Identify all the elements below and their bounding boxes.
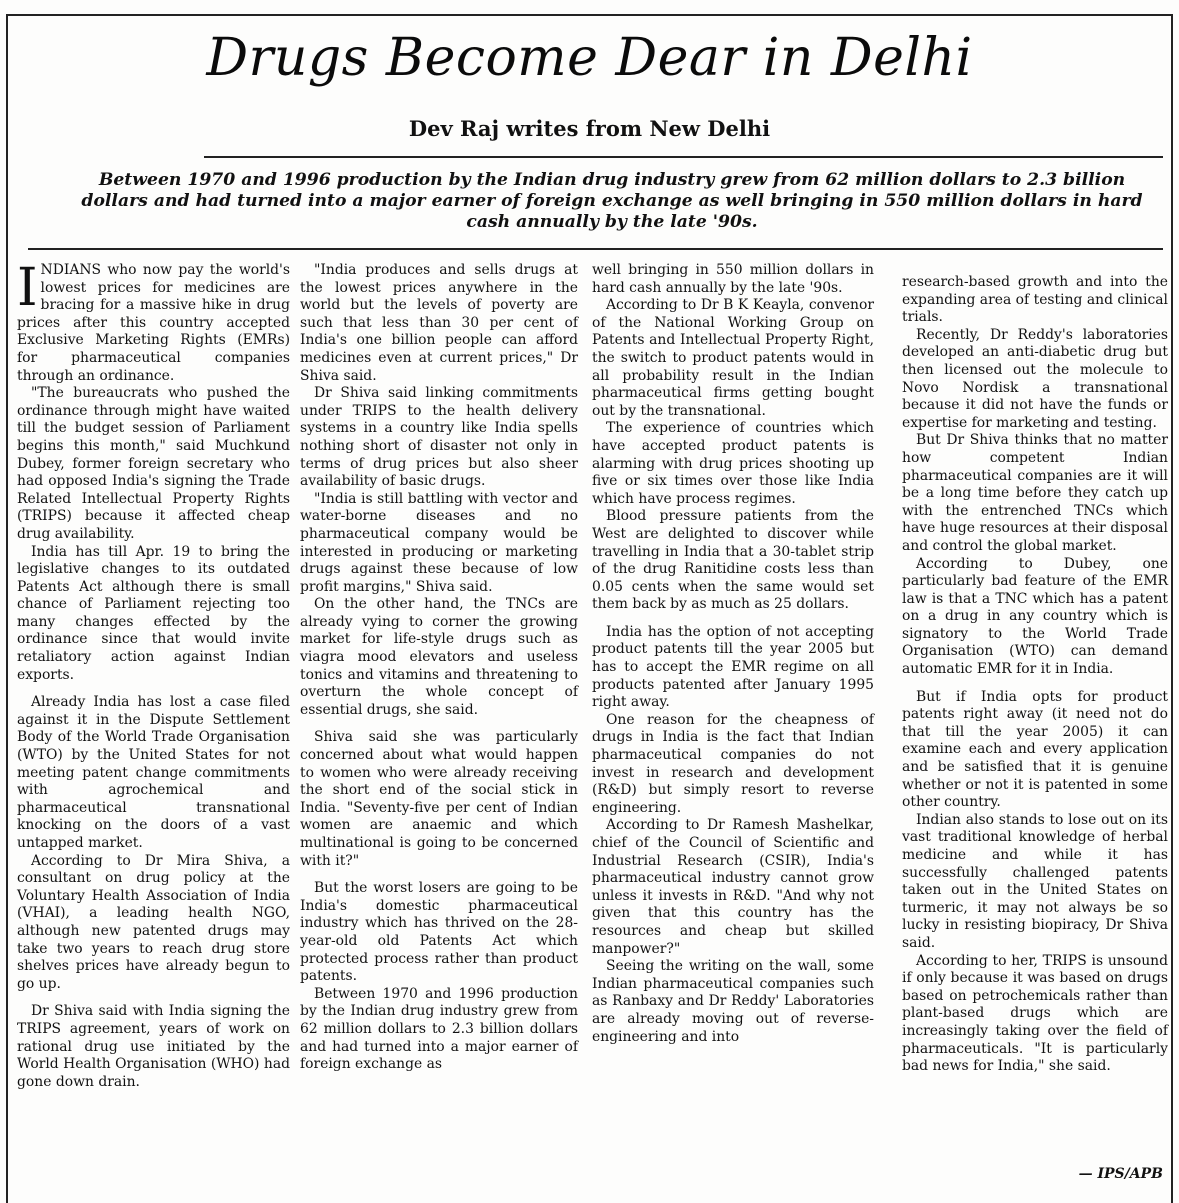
paragraph: Indian also stands to lose out on its vast traditional knowledge of herbal medicine and while it has successfully challenged patents taken out in the United States on turmeric, it may not always be so lucky in resisting biopiracy, Dr Shiva said. <box>902 811 1168 951</box>
paragraph: According to Dr Ramesh Mashelkar, chief of the Council of Scientific and Industrial Research (CSIR), India's pharmaceutical industry cannot grow unless it invests in R&D. "And why not given that this country has the resources and cheap but skilled manpower?" <box>592 817 874 957</box>
paragraph: According to Dr B K Keayla, convenor of the National Working Group on Patents and Intellectual Property Right, the switch to product patents would in all probability result in the Indian pharmaceutical firms getting bought out by the transnational. <box>592 297 874 419</box>
frame-left-rule <box>6 14 8 1203</box>
paragraph: But the worst losers are going to be India's domestic pharmaceutical industry which has thrived on the 28-year-old old Patents Act which protected process rather than product patents. <box>300 880 578 985</box>
paragraph: India has till Apr. 19 to bring the legislative changes to its outdated Patents Act although there is small chance of Parliament rejecting too many changes effected by the ordinance since that would invite retaliatory action against Indian exports. <box>17 543 290 683</box>
article-column-4 <box>902 274 1168 1076</box>
drop-cap: I <box>17 258 38 318</box>
paragraph: "The bureaucrats who pushed the ordinance through might have waited till the budget session of Parliament begins this month," said Muchkund Dubey, former foreign secretary who had opposed India's signing the Trade Related Intellectual Property Rights (TRIPS) because it affected cheap drug availability. <box>17 385 290 542</box>
paragraph-text: NDIANS who now pay the world's lowest prices for medicines are bracing for a massive hike in drug prices after this country accepted Exclusive Marketing Rights (EMRs) for pharmaceutical companies through an ordinance. <box>17 262 290 384</box>
paragraph: But Dr Shiva thinks that no matter how competent Indian pharmaceutical companies are it will be a long time before they catch up with the entrenched TNCs which have huge resources at their disposal and control the global market. <box>902 432 1168 554</box>
frame-top-rule <box>6 14 1173 16</box>
byline: Dev Raj writes from New Delhi <box>408 116 771 141</box>
paragraph: Seeing the writing on the wall, some Indian pharmaceutical companies such as Ranbaxy and Dr Reddy' Laboratories are already moving out of reverse-engineering and into <box>592 958 874 1045</box>
paragraph: Shiva said she was particularly concerned about what would happen to women who were already receiving the short end of the social stick in India. "Seventy-five per cent of Indian women are anaemic and which multinational is going to be concerned with it?" <box>300 729 578 869</box>
paragraph: One reason for the cheapness of drugs in India is the fact that Indian pharmaceutical companies do not invest in research and development (R&D) but simply resort to reverse engineering. <box>592 711 874 816</box>
article-column-1 <box>17 258 290 1091</box>
paragraph: well bringing in 550 million dollars in hard cash annually by the late '90s. <box>592 262 874 296</box>
paragraph: But if India opts for product patents right away (it need not do that till the year 2005) it can examine each and every application and be satisfied that it is genuine whether or not it is patented in some other country. <box>902 688 1168 811</box>
paragraph: According to her, TRIPS is unsound if only because it was based on drugs based on petrochemicals rather than plant-based drugs which are increasingly taking over the field of pharmaceuticals. "It is particularly bad news for India," she said. <box>902 952 1168 1075</box>
paragraph: Blood pressure patients from the West are delighted to discover while travelling in India that a 30-tablet strip of the drug Ranitidine costs less than 0.05 cents when the same would set them back by as much as 25 dollars. <box>592 508 874 613</box>
paragraph: India has the option of not accepting product patents till the year 2005 but has to accept the EMR regime on all products patented after January 1995 right away. <box>592 623 874 711</box>
paragraph: Already India has lost a case filed against it in the Dispute Settlement Body of the World Trade Organisation (WTO) by the United States for not meeting patent change commitments with agrochemical and pharmaceutical transnational knocking on the doors of a vast untapped market. <box>17 694 290 851</box>
frame-right-rule <box>1171 14 1173 1203</box>
paragraph: research-based growth and into the expanding area of testing and clinical trials. <box>902 274 1168 326</box>
standfirst-top-rule <box>204 156 1163 158</box>
paragraph: "India produces and sells drugs at the lowest prices anywhere in the world but the levels of poverty are such that less than 30 per cent of India's one billion people can afford medicines even at current prices," Dr Shiva said. <box>300 262 578 384</box>
paragraph: According to Dr Mira Shiva, a consultant on drug policy at the Voluntary Health Association of India (VHAI), a leading health NGO, although new patented drugs may take two years to reach drug store shelves prices have already begun to go up. <box>17 852 290 992</box>
paragraph: Recently, Dr Reddy's laboratories developed an anti-diabetic drug but then licensed out the molecule to Novo Nordisk a transnational because it did not have the funds or expertise for marketing and testing. <box>902 326 1168 431</box>
wire-credit: — IPS/APB <box>1078 1166 1163 1182</box>
paragraph: Dr Shiva said with India signing the TRIPS agreement, years of work on rational drug use initiated by the World Health Organisation (WHO) had gone down drain. <box>17 1003 290 1090</box>
paragraph: "India is still battling with vector and water-borne diseases and no pharmaceutical company would be interested in producing or marketing drugs against these because of low profit margins," Shiva said. <box>300 490 578 595</box>
paragraph: On the other hand, the TNCs are already vying to corner the growing market for life-style drugs such as viagra mood elevators and useless tonics and vitamins and threatening to overturn the whole concept of essential drugs, she said. <box>300 596 578 718</box>
paragraph: Dr Shiva said linking commitments under TRIPS to the health delivery systems in a country like India spells nothing short of disaster not only in terms of drug prices but also sheer availability of basic drugs. <box>300 385 578 490</box>
standfirst-bottom-rule <box>28 248 1163 250</box>
paragraph: Between 1970 and 1996 production by the Indian drug industry grew from 62 million dollars to 2.3 billion dollars and had turned into a major earner of foreign exchange as <box>300 985 578 1073</box>
paragraph: The experience of countries which have accepted product patents is alarming with drug prices shooting up five or six times over those like India which have process regimes. <box>592 420 874 507</box>
standfirst: Between 1970 and 1996 production by the Indian drug industry grew from 62 million dollars to 2.3 billion dollars and had turned into a major earner of foreign exchange as well bringing in 550 million dollars in hard cash annually by the late '90s. <box>81 170 1143 232</box>
article-column-3 <box>592 262 874 1046</box>
article-column-2 <box>300 262 578 1074</box>
headline: Drugs Become Dear in Delhi <box>206 28 973 88</box>
paragraph <box>17 258 290 385</box>
paragraph: According to Dubey, one particularly bad feature of the EMR law is that a TNC which has a patent on a drug in any country which is signatory to the World Trade Organisation (WTO) can demand automatic EMR for it in India. <box>902 555 1168 678</box>
